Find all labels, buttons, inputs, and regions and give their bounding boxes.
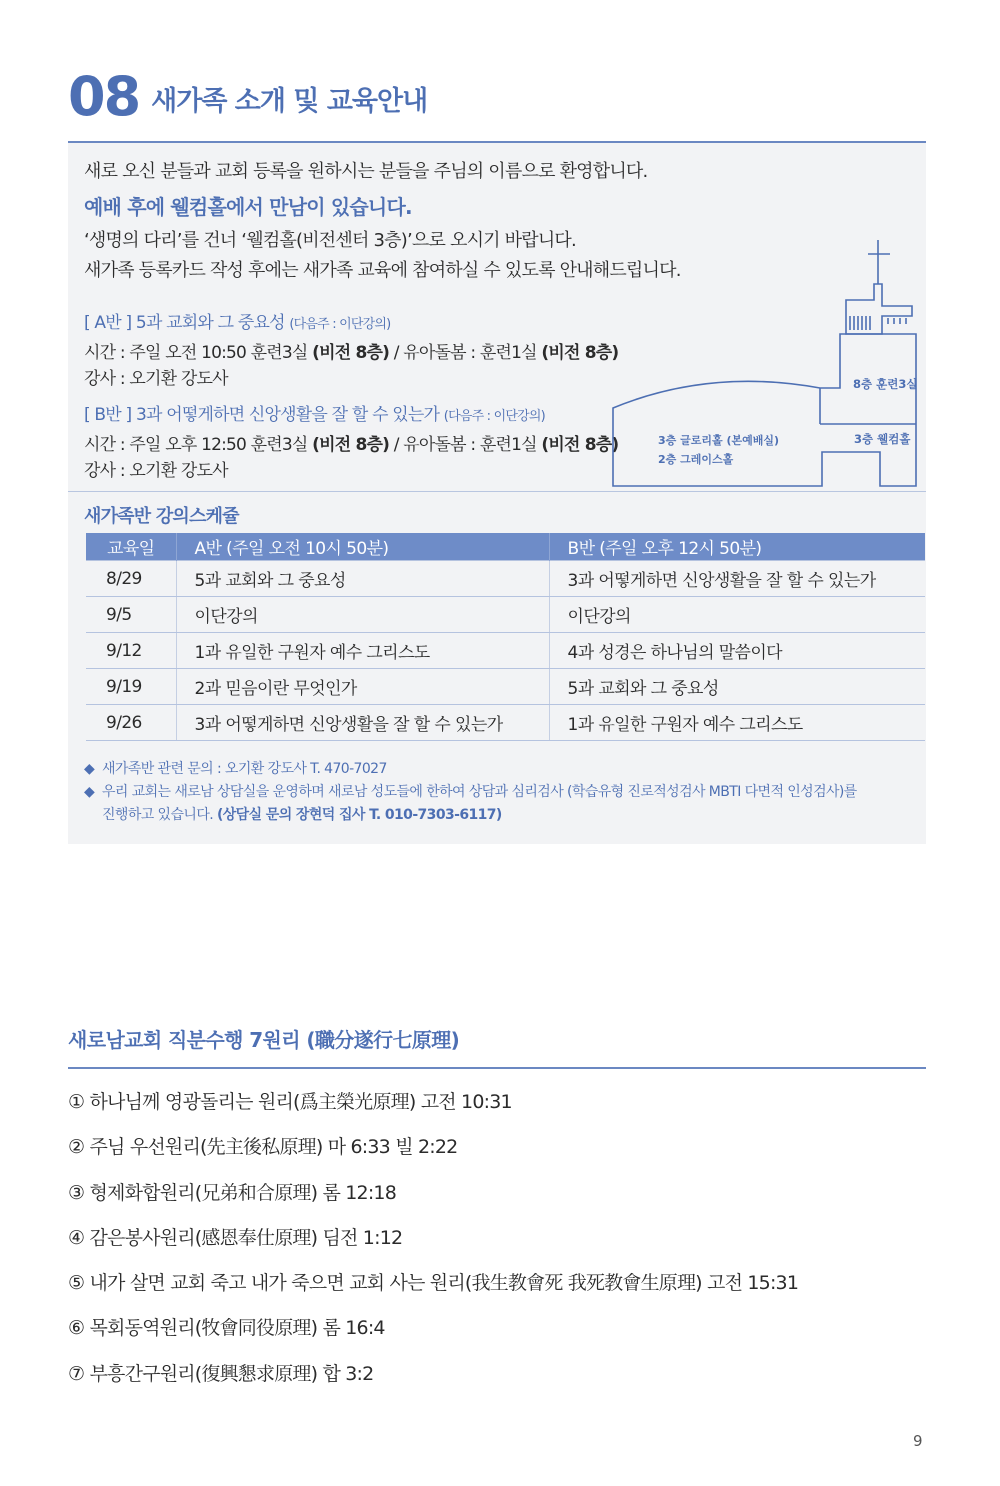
principles-title: 새로남교회 직분수행 7원리 (職分遂行七原理) — [68, 1028, 460, 1052]
cell-b: 3과 어떻게하면 신앙생활을 잘 할 수 있는가 — [549, 561, 925, 597]
class-b-header — [84, 400, 545, 425]
cell-b: 이단강의 — [549, 597, 925, 633]
note-counseling-contact: (상담실 문의 장현덕 집사 T. 010-7303-6117) — [216, 807, 502, 823]
note-counseling-text-2: 진행하고 있습니다. — [102, 807, 214, 823]
class-b-nursery-floor: (비전 8층) — [541, 435, 619, 455]
cell-date: 9/26 — [86, 705, 176, 741]
col-header-a: A반 (주일 오전 10시 50분) — [176, 533, 549, 561]
section-title: 새가족 소개 및 교육안내 — [151, 86, 428, 117]
list-item: ⑦ 부흥간구원리(復興懇求原理) 합 3:2 — [68, 1362, 374, 1385]
cell-a: 2과 믿음이란 무엇인가 — [176, 669, 549, 705]
building-diagram-illustration — [610, 238, 920, 490]
tower-columns — [850, 316, 870, 330]
table-row — [86, 633, 925, 669]
intro-highlight: 예배 후에 웰컴홀에서 만남이 있습니다. — [84, 195, 412, 219]
note-counseling-text: 우리 교회는 새로남 상담실을 운영하며 새로남 성도들에 한하여 상담과 심리검사 (학습유형 진로적성검사 MBTI 다면적 인성검사)를 — [102, 784, 857, 800]
label-grace: 2층 그레이스홀 — [658, 453, 734, 466]
list-item: ① 하나님께 영광돌리는 원리(爲主榮光原理) 고전 10:31 — [68, 1091, 512, 1113]
note-contact-text: 새가족반 관련 문의 : 오기환 강도사 T. 470-7027 — [102, 761, 387, 777]
class-b-nursery: / 유아돌봄 : 훈련1실 — [389, 435, 537, 455]
class-b-teacher: 강사 : 오기환 강도사 — [84, 461, 228, 481]
cell-date: 9/5 — [86, 597, 176, 633]
note-counseling — [84, 781, 924, 827]
inner-divider — [68, 491, 926, 492]
list-item: ⑥ 목회동역원리(牧會同役原理) 롬 16:4 — [68, 1317, 385, 1340]
class-a-teacher: 강사 : 오기환 강도사 — [84, 369, 228, 389]
table-row — [86, 561, 925, 597]
principles-list — [68, 1087, 798, 1404]
intro-line4: 새가족 등록카드 작성 후에는 새가족 교육에 참여하실 수 있도록 안내해드립니다. — [84, 260, 681, 281]
tower-top — [846, 284, 912, 334]
col-header-b: B반 (주일 오후 12시 50분) — [549, 533, 925, 561]
class-b-time-floor: (비전 8층) — [312, 435, 390, 455]
class-b-title: [ B반 ] 3과 어떻게하면 신앙생활을 잘 할 수 있는가 — [84, 405, 440, 425]
section-number: 08 — [68, 65, 140, 128]
cell-b: 5과 교회와 그 중요성 — [549, 669, 925, 705]
class-b-time — [84, 430, 618, 455]
class-a-title: [ A반 ] 5과 교회와 그 중요성 — [84, 313, 285, 333]
class-a-next: (다음주 : 이단강의) — [289, 317, 391, 332]
table-row — [86, 669, 925, 705]
list-item: ④ 감은봉사원리(感恩奉仕原理) 딤전 1:12 — [68, 1226, 403, 1249]
table-row — [86, 705, 925, 741]
list-item: ③ 형제화합원리(兄弟和合原理) 롬 12:18 — [68, 1181, 397, 1204]
diamond-bullet-icon: ◆ — [84, 761, 95, 777]
section-heading — [68, 65, 428, 128]
col-header-date: 교육일 — [86, 533, 176, 561]
tower-windows — [888, 318, 906, 324]
label-glory: 3층 글로리홀 (본예배실) — [658, 434, 780, 447]
class-a-header — [84, 308, 390, 333]
class-b-time-text: 시간 : 주일 오후 12:50 훈련3실 — [84, 435, 308, 455]
note-contact — [84, 758, 924, 781]
cell-date: 9/19 — [86, 669, 176, 705]
cell-date: 9/12 — [86, 633, 176, 669]
cell-a: 5과 교회와 그 중요성 — [176, 561, 549, 597]
cell-date: 8/29 — [86, 561, 176, 597]
cell-a: 이단강의 — [176, 597, 549, 633]
class-a-nursery: / 유아돌봄 : 훈련1실 — [389, 343, 537, 363]
class-a-nursery-floor: (비전 8층) — [541, 343, 619, 363]
label-8f: 8층 훈련3실 — [853, 377, 918, 391]
table-row — [86, 597, 925, 633]
cell-b: 4과 성경은 하나님의 말씀이다 — [549, 633, 925, 669]
cell-a: 3과 어떻게하면 신앙생활을 잘 할 수 있는가 — [176, 705, 549, 741]
class-a-time — [84, 338, 618, 363]
intro-line1: 새로 오신 분들과 교회 등록을 원하시는 분들을 주님의 이름으로 환영합니다. — [84, 161, 648, 182]
class-a-time-floor: (비전 8층) — [312, 343, 390, 363]
schedule-table — [86, 533, 925, 741]
class-a-time-text: 시간 : 주일 오전 10:50 훈련3실 — [84, 343, 308, 363]
list-item: ② 주님 우선원리(先主後私原理) 마 6:33 빌 2:22 — [68, 1136, 458, 1159]
page-number: 9 — [913, 1432, 923, 1450]
notes — [84, 758, 924, 827]
schedule-header-row — [86, 533, 925, 561]
cell-a: 1과 유일한 구원자 예수 그리스도 — [176, 633, 549, 669]
schedule-title: 새가족반 강의스케쥴 — [84, 506, 239, 527]
label-welcome: 3층 웰컴홀 — [854, 432, 911, 446]
intro-line3: ‘생명의 다리’를 건너 ‘웰컴홀(비전센터 3층)’으로 오시기 바랍니다. — [84, 230, 576, 251]
cell-b: 1과 유일한 구원자 예수 그리스도 — [549, 705, 925, 741]
list-item: ⑤ 내가 살면 교회 죽고 내가 죽으면 교회 사는 원리(我生教會死 我死教會生原理) 고전 15:31 — [68, 1272, 799, 1295]
diamond-bullet-icon: ◆ — [84, 784, 95, 800]
principles-divider — [68, 1067, 926, 1069]
class-b-next: (다음주 : 이단강의) — [443, 409, 545, 424]
